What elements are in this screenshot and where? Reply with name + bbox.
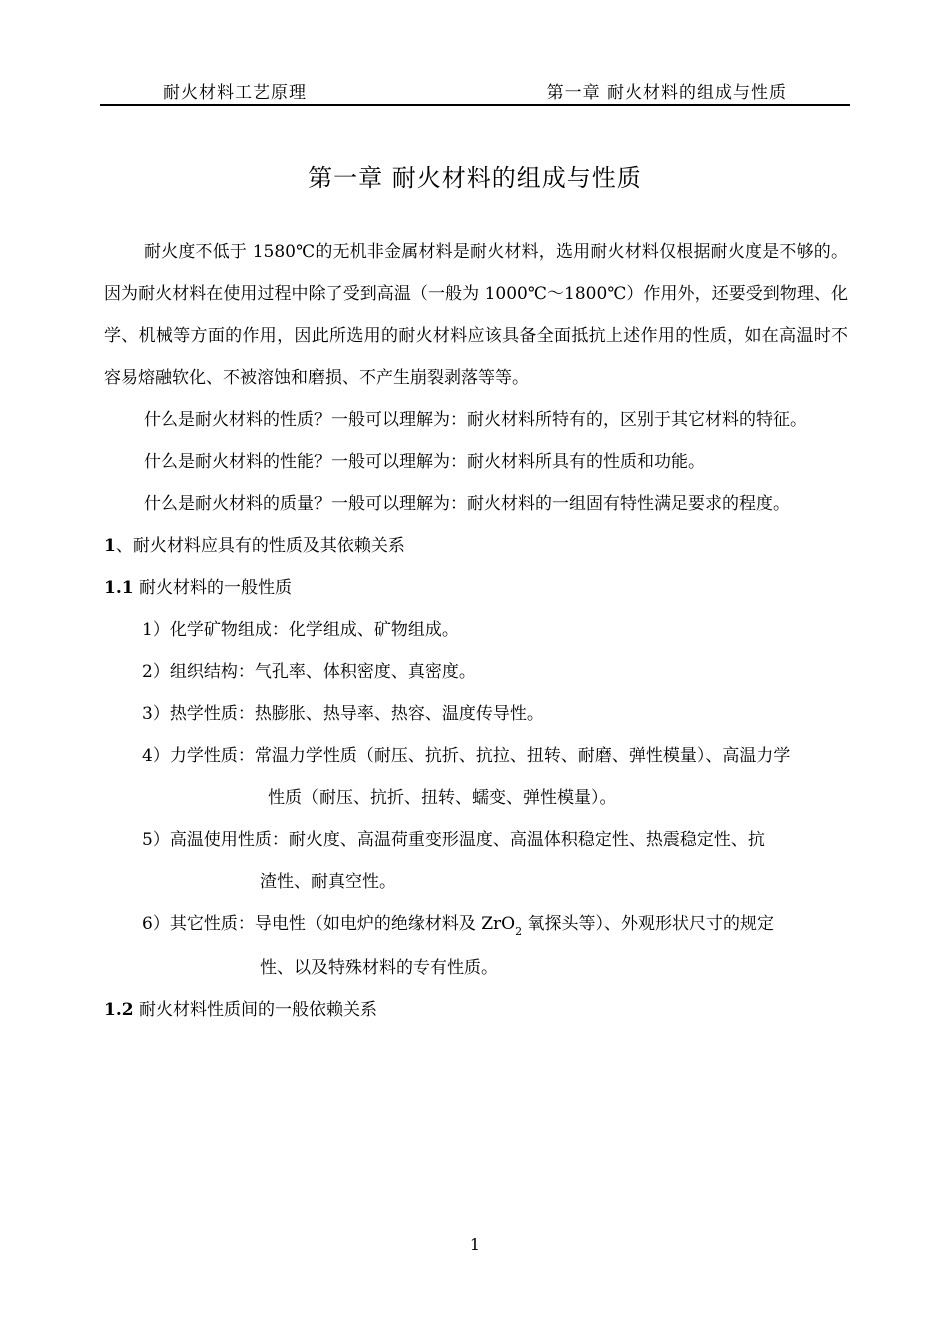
list-item-text: 4）力学性质：常温力学性质（耐压、抗折、抗拉、扭转、耐磨、弹性模量）、高温力学 [142, 746, 791, 766]
list-item [104, 609, 848, 651]
list-item-text: 5）高温使用性质：耐火度、高温荷重变形温度、高温体积稳定性、热震稳定性、抗 [142, 830, 765, 850]
section-text: 耐火材料的一般性质 [133, 578, 292, 598]
list-item-text-part: 6）其它性质：导电性（如电炉的绝缘材料及 ZrO [142, 914, 516, 934]
list-item-continuation: 性质（耐压、抗折、扭转、蠕变、弹性模量）。 [268, 788, 617, 808]
header-divider [100, 104, 850, 106]
paragraph: 什么是耐火材料的性能？一般可以理解为：耐火材料所具有的性质和功能。 [144, 452, 705, 472]
section-text: 、耐火材料应具有的性质及其依赖关系 [115, 536, 405, 556]
running-header [100, 78, 850, 106]
paragraph: 耐火度不低于 1580℃的无机非金属材料是耐火材料，选用耐火材料仅根据耐火度是不够的。因为耐火材料在使用过程中除了受到高温（一般为 1000℃～1800℃）作用外，还要受到物理、化学、机械等方面的作用，因此所选用的耐火材料应该具备全面抵抗上述作用的性质，如在高温时不容易熔融软化、不被溶蚀和磨损、不产生崩裂剥落等等。 [104, 242, 848, 388]
list-item [104, 651, 848, 693]
list-item [104, 693, 848, 735]
list-item [104, 903, 848, 989]
section-number: 1.1 [104, 578, 134, 598]
paragraph: 什么是耐火材料的性质？一般可以理解为：耐火材料所特有的，区别于其它材料的特征。 [144, 410, 807, 430]
list-item-text: 1）化学矿物组成：化学组成、矿物组成。 [142, 620, 459, 640]
list-item-text: 2）组织结构：气孔率、体积密度、真密度。 [142, 662, 476, 682]
section-heading-1-2 [104, 989, 848, 1031]
section-text: 耐火材料性质间的一般依赖关系 [133, 1000, 377, 1020]
subscript: 2 [515, 925, 523, 938]
list-item [104, 735, 848, 819]
list-item-text-part: 氧探头等）、外观形状尺寸的规定 [522, 914, 775, 934]
list-item-continuation: 性、以及特殊材料的专有性质。 [260, 958, 498, 978]
list-item [104, 819, 848, 903]
list-item-text: 3）热学性质：热膨胀、热导率、热容、温度传导性。 [142, 704, 544, 724]
section-heading-1 [104, 525, 848, 567]
document-body [104, 231, 848, 1031]
paragraph: 什么是耐火材料的质量？一般可以理解为：耐火材料的一组固有特性满足要求的程度。 [144, 494, 790, 514]
list-item-text [104, 903, 848, 947]
page-number: 1 [469, 1235, 481, 1254]
section-number: 1.2 [104, 1000, 134, 1020]
header-book-title: 耐火材料工艺原理 [163, 83, 307, 103]
chapter-title: 第一章 耐火材料的组成与性质 [308, 164, 642, 192]
header-chapter-title: 第一章 耐火材料的组成与性质 [546, 83, 787, 103]
section-number: 1 [104, 536, 116, 556]
section-heading-1-1 [104, 567, 848, 609]
list-item-continuation: 渣性、耐真空性。 [260, 872, 396, 892]
